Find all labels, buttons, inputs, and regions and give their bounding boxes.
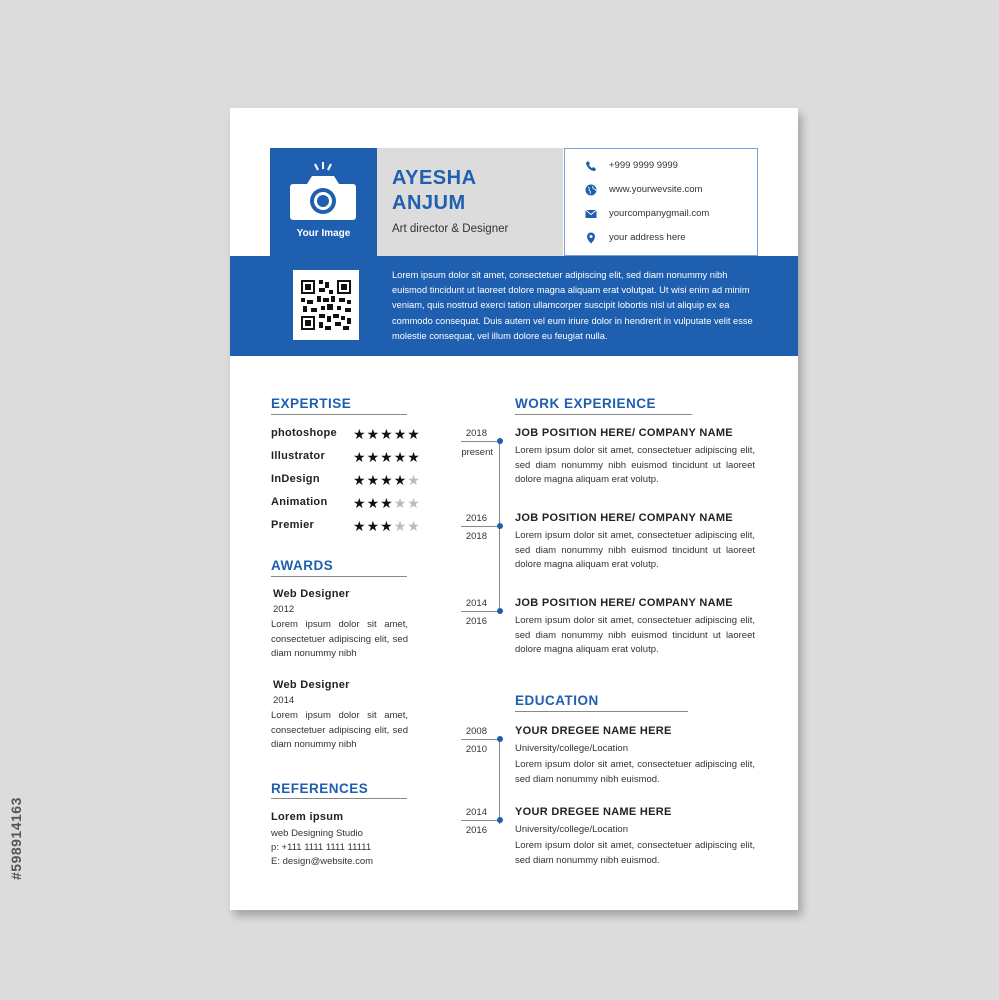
award-text: Lorem ipsum dolor sit amet, consectetuer adipiscing elit, sed diam nonummy nibh	[271, 619, 408, 660]
job-role: Art director & Designer	[392, 223, 509, 235]
edu-end-year: 2016	[465, 825, 487, 836]
star-filled-icon: ★	[353, 518, 367, 534]
degree-title: YOUR DREGEE NAME HERE	[515, 806, 672, 818]
reference-phone: p: +111 1111 1111 11111	[271, 842, 372, 853]
job-title: JOB POSITION HERE/ COMPANY NAME	[515, 427, 733, 439]
award-year: 2012	[273, 604, 295, 615]
star-filled-icon: ★	[353, 426, 367, 442]
skill-rating	[353, 449, 421, 466]
skill-rating	[353, 472, 421, 489]
location-icon	[585, 232, 597, 244]
skill-name: Illustrator	[271, 450, 326, 462]
reference-company: web Designing Studio	[271, 828, 363, 839]
contact-address[interactable]: your address here	[587, 232, 686, 243]
award-text: Lorem ipsum dolor sit amet, consectetuer adipiscing elit, sed diam nonummy nibh	[271, 710, 408, 751]
divider	[461, 526, 499, 527]
contact-panel	[564, 148, 758, 256]
job-title: JOB POSITION HERE/ COMPANY NAME	[515, 597, 733, 609]
star-filled-icon: ★	[353, 449, 367, 465]
star-filled-icon: ★	[366, 449, 381, 465]
skill-name: Animation	[271, 496, 328, 508]
divider	[461, 820, 499, 821]
work-end-year: present	[461, 447, 493, 458]
skill-rating	[353, 518, 421, 535]
award-title: Web Designer	[273, 679, 350, 691]
globe-icon	[585, 184, 597, 196]
name-heading	[392, 166, 477, 216]
star-filled-icon: ★	[366, 518, 381, 534]
star-empty-icon: ★	[407, 495, 421, 511]
skill-name: InDesign	[271, 473, 320, 485]
contact-website[interactable]: www.yourwevsite.com	[587, 184, 702, 195]
star-filled-icon: ★	[380, 518, 394, 534]
work-start-year: 2016	[465, 513, 487, 524]
work-title: WORK EXPERIENCE	[515, 396, 657, 411]
divider	[461, 611, 499, 612]
skill-name: Premier	[271, 519, 315, 531]
degree-title: YOUR DREGEE NAME HERE	[515, 725, 672, 737]
skill-rating	[353, 495, 421, 512]
intro-text: Lorem ipsum dolor sit amet, consectetuer adipiscing elit, sed diam nonummy nibh euismod tincidunt ut laoreet dolore magna aliquam erat volutpat. Ut wisi enim ad minim veniam, quis nostrud exerci tation ullamcorper suscipit lobortis nisl ut aliquip ex ea commodo consequat. Duis autem vel eum iriure dolor in hendrerit in vulputate velit esse molestie consequat, vel illum dolore eu feugiat nulla.	[392, 270, 753, 341]
work-start-year: 2014	[465, 598, 487, 609]
degree-place: University/college/Location	[515, 743, 629, 754]
star-filled-icon: ★	[353, 472, 367, 488]
reference-name: Lorem ipsum	[271, 811, 344, 823]
skill-name: photoshope	[271, 427, 337, 439]
name-last: ANJUM	[392, 192, 466, 214]
mail-icon	[585, 208, 597, 220]
contact-email[interactable]: yourcompanygmail.com	[587, 208, 709, 219]
divider	[271, 576, 407, 577]
work-end-year: 2018	[465, 531, 487, 542]
education-title: EDUCATION	[515, 693, 599, 708]
award-title: Web Designer	[273, 588, 350, 600]
references-title: REFERENCES	[271, 781, 369, 796]
star-filled-icon: ★	[353, 495, 367, 511]
work-start-year: 2018	[465, 428, 487, 439]
work-end-year: 2016	[465, 616, 487, 627]
star-filled-icon: ★	[366, 472, 381, 488]
star-filled-icon: ★	[407, 449, 421, 465]
star-filled-icon: ★	[393, 449, 408, 465]
timeline-dot	[497, 736, 503, 742]
edu-start-year: 2008	[465, 726, 487, 737]
edu-start-year: 2014	[465, 807, 487, 818]
star-filled-icon: ★	[393, 472, 408, 488]
divider	[461, 441, 499, 442]
star-filled-icon: ★	[380, 472, 394, 488]
edu-end-year: 2010	[465, 744, 487, 755]
divider	[515, 711, 688, 712]
star-filled-icon: ★	[380, 426, 394, 442]
timeline-dot	[497, 608, 503, 614]
star-filled-icon: ★	[366, 495, 381, 511]
phone-icon	[585, 160, 597, 172]
degree-description: Lorem ipsum dolor sit amet, consectetuer adipiscing elit, sed diam nonummy nibh euismod.	[515, 840, 755, 866]
award-year: 2014	[273, 695, 295, 706]
job-description: Lorem ipsum dolor sit amet, consectetuer adipiscing elit, sed diam nonummy nibh euismod tincidunt ut laoreet dolore magna aliquam erat volutp.	[515, 530, 755, 571]
degree-description: Lorem ipsum dolor sit amet, consectetuer adipiscing elit, sed diam nonummy nibh euismod.	[515, 759, 755, 785]
photo-placeholder[interactable]	[270, 148, 377, 256]
reference-email: E: design@website.com	[271, 856, 374, 867]
contact-phone[interactable]: +999 9999 9999	[587, 160, 678, 171]
divider	[461, 739, 499, 740]
name-first: AYESHA	[392, 167, 477, 189]
star-filled-icon: ★	[380, 449, 394, 465]
awards-title: AWARDS	[271, 558, 334, 573]
divider	[271, 414, 407, 415]
degree-place: University/college/Location	[515, 824, 629, 835]
stock-id: #598914163	[8, 797, 24, 880]
job-description: Lorem ipsum dolor sit amet, consectetuer adipiscing elit, sed diam nonummy nibh euismod tincidunt ut laoreet dolore magna aliquam erat volutp.	[515, 615, 755, 656]
star-empty-icon: ★	[407, 472, 421, 488]
timeline-dot	[497, 817, 503, 823]
star-filled-icon: ★	[393, 426, 408, 442]
qr-code[interactable]	[293, 270, 359, 340]
expertise-title: EXPERTISE	[271, 396, 352, 411]
timeline-dot	[497, 523, 503, 529]
camera-icon	[289, 162, 357, 222]
star-filled-icon: ★	[380, 495, 394, 511]
star-empty-icon: ★	[393, 495, 408, 511]
job-title: JOB POSITION HERE/ COMPANY NAME	[515, 512, 733, 524]
divider	[515, 414, 692, 415]
timeline-dot	[497, 438, 503, 444]
qr-code-icon	[293, 270, 359, 340]
divider	[271, 798, 407, 799]
star-empty-icon: ★	[393, 518, 408, 534]
photo-label: Your Image	[296, 228, 351, 239]
star-empty-icon: ★	[407, 518, 421, 534]
job-description: Lorem ipsum dolor sit amet, consectetuer adipiscing elit, sed diam nonummy nibh euismod tincidunt ut laoreet dolore magna aliquam erat volutp.	[515, 445, 755, 486]
education-timeline	[499, 738, 500, 824]
skill-rating	[353, 426, 421, 443]
star-filled-icon: ★	[366, 426, 381, 442]
star-filled-icon: ★	[407, 426, 421, 442]
